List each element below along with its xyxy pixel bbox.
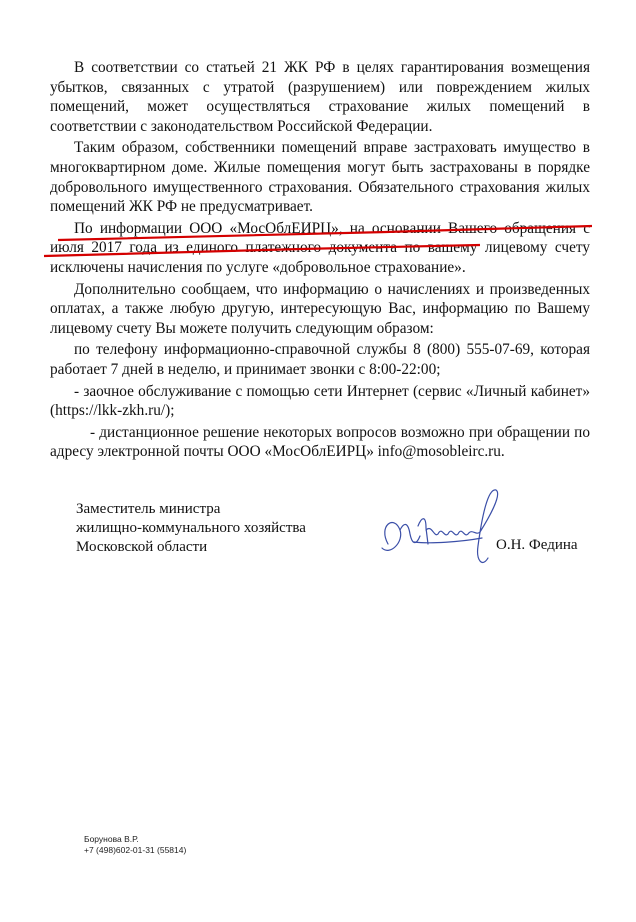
handwritten-signature xyxy=(370,486,510,576)
executor-info xyxy=(84,834,186,856)
paragraph-online-service: - заочное обслуживание с помощью сети Интернет (сервис «Личный кабинет» (https://lkk-zkh.ru/); xyxy=(50,382,590,420)
signatory-title-line3: Московской области xyxy=(76,539,208,555)
signatory-title-line1: Заместитель министра xyxy=(76,501,221,517)
signatory-title-line2: жилищно-коммунального хозяйства xyxy=(76,520,306,536)
signatory-title xyxy=(76,500,336,557)
signatory-name: О.Н. Федина xyxy=(496,537,578,553)
paragraph-phone-service: по телефону информационно-справочной службы 8 (800) 555-07-69, которая работает 7 дней в неделю, и принимает звонки с 8:00-22:00; xyxy=(50,341,590,378)
letter-body xyxy=(50,58,590,464)
executor-phone: +7 (498)602-01-31 (55814) xyxy=(84,845,187,855)
paragraph-insurance-law: В соответствии со статьей 21 ЖК РФ в целях гарантирования возмещения убытков, связанных с утратой (разрушением) или повреждением жилых помещений, может осуществляться страхование жилых помещений в соответствии с законодательством Российской Федерации. xyxy=(50,59,590,135)
executor-name: Борунова В.Р. xyxy=(84,834,139,844)
paragraph-additional-info: Дополнительно сообщаем, что информацию о начислениях и произведенных оплатах, а также любую другую, интересующую Вас, информацию по Вашему лицевому счету Вы можете получить следующим образом: xyxy=(50,280,590,337)
paragraph-owners-right: Таким образом, собственники помещений вправе застраховать имущество в многоквартирном доме. Жилые помещения могут быть застрахованы в порядке добровольного имущественного страхования. Обязательного страхования жилых помещений ЖК РФ не предусматривает. xyxy=(50,139,590,216)
paragraph-mosobleirc-info: По информации ООО «МосОблЕИРЦ», на основании Вашего обращения с июля 2017 года из единого платежного документа по вашему лицевому счету исключены начисления по услуге «добровольное страхование». xyxy=(50,219,590,276)
paragraph-email-service: - дистанционное решение некоторых вопросов возможно при обращении по адресу электронной почты ООО «МосОблЕИРЦ» info@mosobleirc.ru. xyxy=(50,423,590,461)
